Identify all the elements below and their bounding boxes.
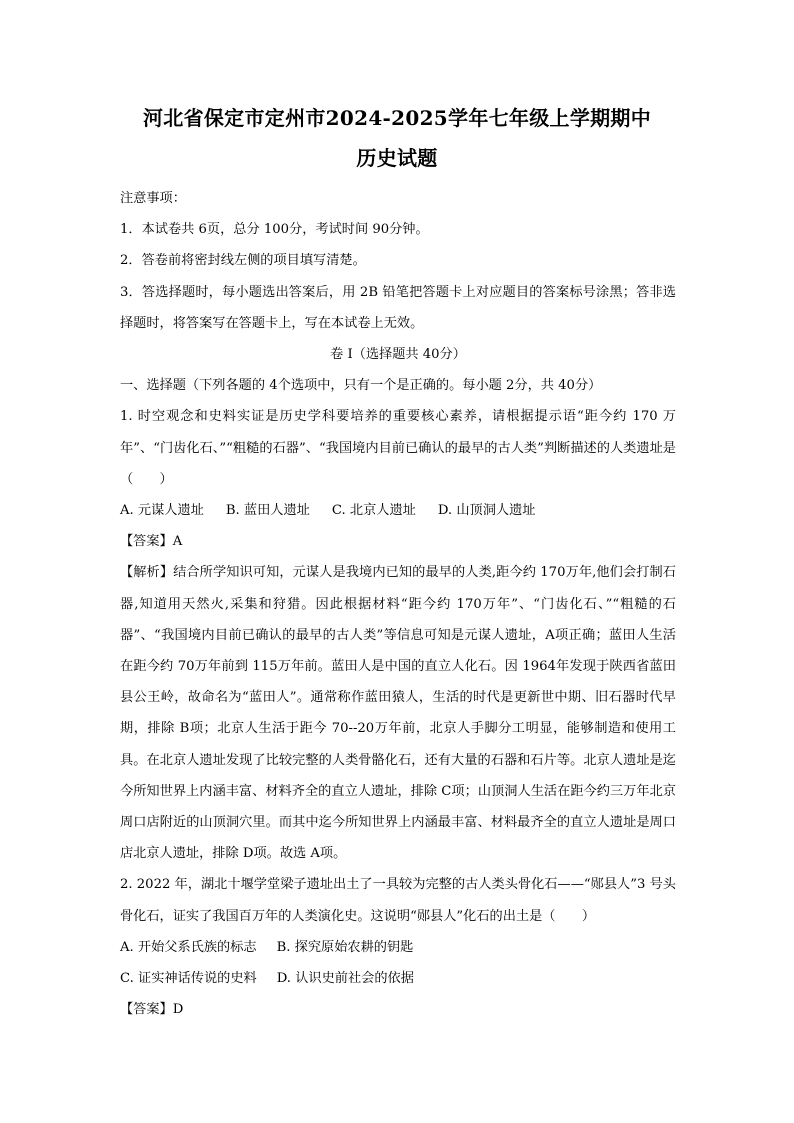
question-2-options-row1 [120,932,676,963]
notice-item-1: 1．本试卷共 6页，总分 100分，考试时间 90分钟。 [120,222,429,238]
question-1-stem: 1. 时空观念和史料实证是历史学科要培养的重要核心素养，请根据提示语“距今约 170 万年”、“门齿化石、”“粗糙的石器”、“我国境内目前已确认的最早的古人类”判断描述的人类遗址是（ ） [120,409,676,487]
notice-item-3: 3．答选择题时，每小题选出答案后，用 2B 铅笔把答题卡上对应题目的答案标号涂黑；答非选择题时，将答案写在答题卡上，写在本试卷上无效。 [120,284,676,331]
document-title: 河北省保定市定州市2024-2025学年七年级上学期期中 [142,106,652,130]
document-subtitle: 历史试题 [356,146,438,170]
question-1-answer: 【答案】A [120,534,183,550]
question-1-option-d: D. 山顶洞人遗址 [437,503,536,519]
document-body [120,183,676,1025]
question-2-option-b: B. 探究原始农耕的钥匙 [276,939,414,955]
notice-item-2: 2．答卷前将密封线左侧的项目填写清楚。 [120,253,366,269]
question-2-stem: 2. 2022 年，湖北十堰学堂梁子遗址出土了一具较为完整的古人类头骨化石——“郧县人”3 号头骨化石，证实了我国百万年的人类演化史。这说明“郧县人”化石的出土是（ ） [120,877,676,924]
question-1-option-a: A. 元谋人遗址 [120,503,204,519]
question-2-option-c: C. 证实神话传说的史料 [120,971,257,987]
section-heading: 一、选择题（下列各题的 4个选项中，只有一个是正确的。每小题 2分，共 40分） [120,378,602,394]
question-2-options-row2 [120,963,676,994]
question-1-options [120,495,676,526]
notice-heading: 注意事项： [120,191,186,206]
question-2-option-a: A. 开始父系氏族的标志 [120,939,257,955]
question-1-analysis: 【解析】结合所学知识可知，元谋人是我境内已知的最早的人类,距今约 170万年,他们会打制石器,知道用天然火,采集和狩猎。因此根据材料“距今约 170万年”、“门齿化石、”“粗糙的石器”、“我国境内目前已确认的最早的古人类”等信息可知是元谋人遗址，A项正确；蓝田人生活在距今约 70万年前到 115万年前。蓝田人是中国的直立人化石。因 1964年发现于陕西省蓝田县公王岭，故命名为“蓝田人”。通常称作蓝田猿人，生活的时代是更新世中期、旧石器时代早期，排除 B项；北京人生活于距今 70--20万年前，北京人手脚分工明显，能够制造和使用工具。在北京人遗址发现了比较完整的人类骨骼化石，还有大量的石器和石片等。北京人遗址是迄今所知世界上内涵丰富、材料齐全的直立人遗址，排除 C项；山顶洞人生活在距今约三万年北京周口店附近的山顶洞穴里。而其中迄今所知世界上内涵最丰富、材料最齐全的直立人遗址是周口店北京人遗址，排除 D项。故选 A项。 [120,565,676,862]
volume-heading: 卷 I（选择题共 40分） [330,347,466,363]
question-1-option-b: B. 蓝田人遗址 [225,503,310,519]
question-1-option-c: C. 北京人遗址 [331,503,416,519]
question-2-answer: 【答案】D [120,1002,184,1018]
question-2-option-d: D. 认识史前社会的依据 [276,971,414,987]
